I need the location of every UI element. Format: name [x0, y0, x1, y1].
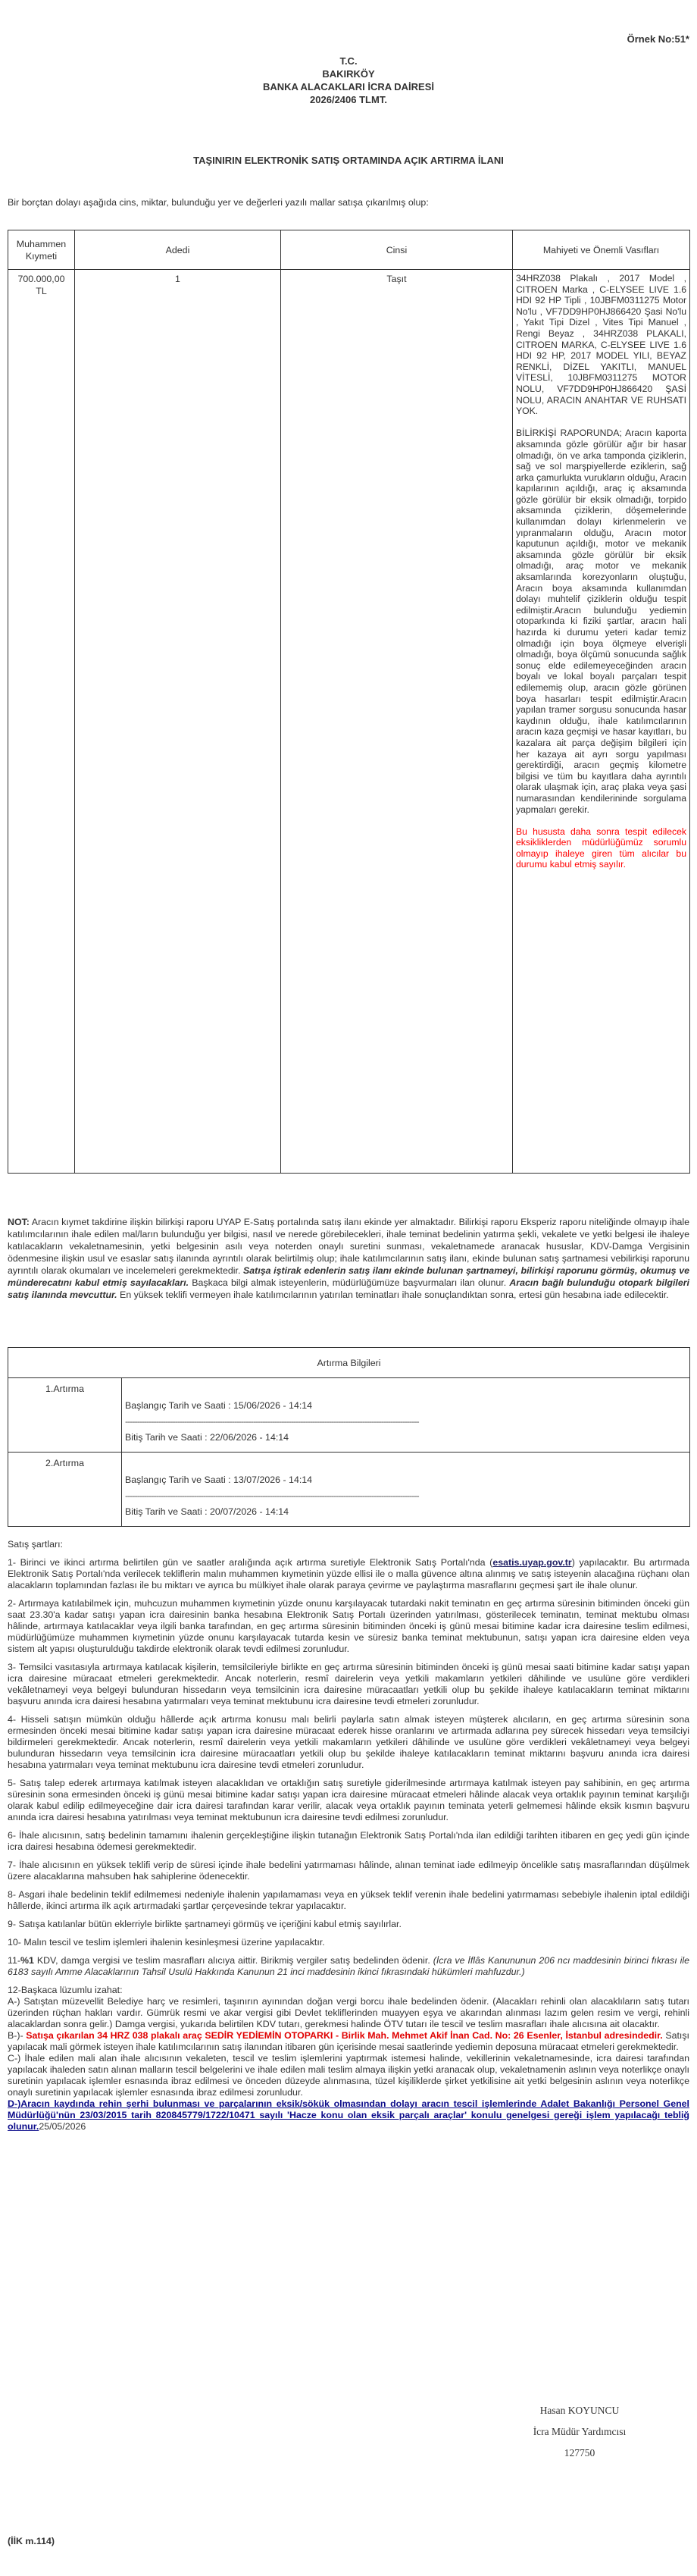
note-bold-2: Aracın bağlı bulunduğu otopark bilgileri satış ilanında mevcuttur.: [8, 1277, 689, 1300]
items-table: [8, 230, 690, 1174]
conditions-heading: Satış şartları:: [8, 1539, 63, 1550]
office-header: [0, 55, 697, 106]
condition-5: 5- Satış talep ederek artırmaya katılmak isteyen alacaklıdan ve ortaklığın satış suretiyle giderilmesinde artırmaya katılmak isteyen pay sahibinin, en geç artırma süresinin sona ermesinden önceki iş günü mesai bitimine kadar satışı yapan icra dairesine müracaat etmeleri hâlinde alacak veya ortaklık payının teminat karşılığı olarak kabul edilip edilmeyeceğine dair icra dairesi tarafından karar verilir, alacak veya ortaklık payının teminata yeterli gelmemesi hâlinde eksik kısmın başvuru anında icra dairesi hesabına yatırılması veya teminat mektubunun icra dairesine tevdi edilmesi zorunludur.: [8, 1778, 689, 1822]
header-city: BAKIRKÖY: [322, 68, 375, 80]
condition-2: 2- Artırmaya katılabilmek için, muhcuzun muhammen kıymetinin yüzde onunu karşılayacak tutardaki nakit teminatın en geç artırma süresinin bitiminden önceki gün saat 23.30'a kadar satışı yapan icra dairesinin banka hesabına Elektronik Satış Portalı üzerinden yatırılması, gösterilecek teminatın, teminat mektubu olması hâlinde, artırmaya katılacaklar veya ilgili banka tarafından, en geç artırma süresinin bitiminden önceki iş günü mesai bitimine kadar icra dairesine teslim edilmesi, müdürlüğümüze muhammen kıymetinin yüzde onunu karşılayacak tutarda kesin ve süresiz banka teminat mektubunun, satışı yapan icra dairesine elden veya sistem alt yapısı oluşturulduğu takdirde elektronik olarak tevdi edilmesi zorunludur.: [8, 1598, 689, 1654]
auction-info-header: Artırma Bilgileri: [8, 1348, 690, 1378]
condition-4: 4- Hisseli satışın mümkün olduğu hâllerde açık artırma konusu malı belirli paylarla satın almak isteyen müşterek alıcıların, en geç artırma süresinin sona ermesinden önceki mesai bitimine kadar satışı yapan icra dairesine müracaat ederek hisse oranlarını ve artırmada adlarına pey sürecek hissedarı veya temsilciyi bildirmeleri gerekmektedir. Ancak noterlerin, resmî dairelerin veya yetkili makamların yetkileri dâhilinde ve usulüne göre verdikleri vekâletnameyi veya belgeyi bulunduran hissedarın veya temsilcinin icra dairesine müracaatları yetkili olup bu şekilde ihaleye katılacakların teminat miktarını başvuru anında icra dairesi hesabına yatırmaları veya teminat mektubunu icra dairesine tevdi etmeleri zorunludur.: [8, 1714, 689, 1770]
condition-11-text: KDV, damga vergisi ve teslim masrafları alıcıya aittir. Birikmiş vergiler satış bedelinden ödenir.: [33, 1955, 433, 1966]
note-bold-1: Satışa iştirak edenlerin satış ilanı ekinde bulunan şartnameyi, bilirkişi raporunu görmüş, okumuş ve münderecatını kabul etmiş sayılacakları.: [8, 1265, 689, 1288]
header-tc: T.C.: [339, 55, 358, 67]
header-file-number: 2026/2406 TLMT.: [310, 94, 387, 105]
condition-11: [8, 1955, 689, 1978]
item-count: 1: [75, 270, 281, 1174]
header-type: Cinsi: [281, 230, 513, 270]
auction-dates: [122, 1378, 690, 1453]
parking-address: Satışa çıkarılan 34 HRZ 038 plakalı araç SEDİR YEDİEMİN OTOPARKI - Birlik Mah. Mehmet Akif İnan Cad. No: 26 Esenler, İstanbul adresindedir.: [26, 2030, 663, 2041]
note-text-2: Başkaca bilgi almak isteyenlerin, müdürlüğümüze başvurmaları ilan olunur.: [189, 1277, 510, 1288]
officer-number: 127750: [564, 2447, 595, 2458]
condition-3: 3- Temsilci vasıtasıyla artırmaya katılacak kişilerin, temsilcileriyle birlikte en geç artırma süresinin bitiminden önceki iş günü mesai saati bitimine kadar satışı yapan icra dairesine müracaat etmeleri gerekmektedir. Ancak noterlerin, resmî dairelerin veya yetkili makamların yetkileri dâhilinde ve usulüne göre verdikleri vekâletnameyi veya belgeyi bulunduran hissedarın veya temsilcinin icra dairesine müracaatları yetkili olup bu şekilde ihaleye katılacakların teminat miktarını başvuru anında icra dairesi hesabına yatırmaları veya teminat mektubunu icra dairesine tevdi etmeleri zorunludur.: [8, 1662, 689, 1706]
circular-notice: D-)Aracın kaydında rehin şerhi bulunması ve parçalarının eksik/sökük olmasından dolayı aracın tescil işlemlerinde Adalet Bakanlığı Personel Genel Müdürlüğü'nün 23/03/2015 tarih 820845779/1722/10471 sayılı 'Hacze konu olan eksik parçalı araçlar' konulu genelgesi gereği işlem yapılacağı tebliğ olunur.: [8, 2098, 689, 2132]
condition-b: [8, 2030, 689, 2053]
form-number: Örnek No:51*: [627, 33, 689, 45]
auction-end: Bitiş Tarih ve Saati : 22/06/2026 - 14:14: [125, 1431, 289, 1443]
auction-dates: [122, 1453, 690, 1527]
condition-12: 12-Başkaca lüzumlu izahat:: [8, 1985, 123, 1995]
condition-b-text: Satışı yapılacak mali görmek isteyen ihale katılımcılarının satış ilanından itibaren gün içerisinde mesai saatlerinde yediemin deposuna müracaat etmeleri gerekmektedir.: [8, 2030, 689, 2052]
auction-info-table: [8, 1347, 690, 1527]
note-text-3: En yüksek teklifi vermeyen ihale katılımcılarının yatırılan teminatları ihale sonuçlandıktan sonra, ertesi gün hesabına iade edilecektir.: [117, 1290, 669, 1300]
condition-c: C-) İhale edilen mali alan ihale alıcısının vekaleten, tescil ve teslim işlemlerini yaptırmak istemesi halinde, vekillerinin vekaletnamesinde, icra dairesi tarafından yapılacak ihaleden satın alınan malların tescil belgelerini ve ihale edilen mali teslim almaya ilişkin yetki aranacak olup, vekaletnamenin aslının veya noterlikçe onaylı suretinin yapılacak işlemler esnasında ibraz edilmesi ve önceden düzeyde alınmasına, tüzel kişiliklerde şirket yetkilisine ait yetki belgesinin aslının veya noterlikçe onaylı suretinin yapılacak işlemler esnasında ibraz edilmesi zorunludur.: [8, 2053, 689, 2098]
signature-block: [523, 2400, 636, 2464]
notice-date: 25/05/2026: [39, 2121, 86, 2132]
condition-8: 8- Asgari ihale bedelinin teklif edilmemesi nedeniyle ihalenin yapılamaması veya en yüksek teklif verenin ihale bedelini yatırmaması sebebiyle ihalenin iptal edildiği hâllerde, ikinci artırma ilk açık artırmadaki şartlar çerçevesinde tekrar yapılacaktır.: [8, 1889, 689, 1911]
condition-1: [8, 1557, 689, 1591]
intro-text: Bir borçtan dolayı aşağıda cins, miktar, bulunduğu yer ve değerleri yazılı mallar satışa çıkarılmış olup:: [8, 197, 429, 208]
condition-6: 6- İhale alıcısının, satış bedelinin tamamını ihalenin gerçekleştiğine ilişkin tutanağın Elektronik Satış Portalı'nda ilan edildiği tarihten itibaren en geç yedi gün içinde icra dairesi hesabına ödemesi gerekmektedir.: [8, 1830, 689, 1852]
table-row: [8, 1378, 690, 1453]
expert-report: BİLİRKİŞİ RAPORUNDA; Aracın kaporta aksamında gözle görülür ağır bir hasar olmadığı, ön ve arka tamponda çiziklerin, sağ ve sol marşpiyellerde eziklerin, sağ arka çamurlukta vurukların olduğu, Aracın kapılarının açıldığı, araç iç aksamında gözle görülür bir eksik olmadığı, torpido aksamında çiziklerin, döşemelerinde kullanımdan dolayı kirlenmelerin ve yıpranmaların olduğu, Aracın motor kaputunun açıldığı, motor ve mekanik aksamında gözle görülür bir eksik olmadığı, araç motor ve mekanik aksamlarında korezyonların oluştuğu, Aracın boya aksamında kullanımdan dolayı muhtelif çiziklerin olduğu tespit edilmiştir.Aracın bulunduğu yediemin otoparkında ki fiziki şartlar, aracın hali hazırda ki durumu yeteri kadar temiz olmadığı için boya ölçmeye elverişli olmadığı, boya ölçümü sonucunda sağlık sonuç elde edilemeyeceğinden aracın boyalı ve lokal boyalı parçaları tespit edilememiş olup, aracın gözle görünen boya hasarları tespit edilmiştir.Aracın yapılan tramer sorgusu sonucunda hasar kaydının olduğu, ihale katılımcılarının aracın kaza geçmişi ve hasar kayıtları, bu kazalara ait parça değişim bilgileri için her kazaya ait ayrı sorgu yapılması gerektirdiği, aracın geçmiş kilometre bilgisi ve tüm bu kayıtlara daha ayrıntılı olarak ulaşmak için, araç plaka veya şasi numarasından kendilerininde sorgulama yapmaları gerekir.: [516, 428, 686, 815]
legal-reference: (İİK m.114): [8, 2536, 55, 2546]
condition-9: 9- Satışa katılanlar bütün eklerriyle birlikte şartnameyi görmüş ve içeriğini kabul etmiş sayılırlar.: [8, 1919, 402, 1929]
condition-b-prefix: B-)-: [8, 2030, 27, 2041]
condition-1-text-a: 1- Birinci ve ikinci artırma belirtilen gün ve saatler aralığında açık artırma suretiyle Elektronik Satış Portalı'nda (: [8, 1557, 493, 1568]
items-header-row: [8, 230, 690, 270]
header-count: Adedi: [75, 230, 281, 270]
auction-end: Bitiş Tarih ve Saati : 20/07/2026 - 14:14: [125, 1506, 289, 1517]
condition-1-text-b: ) yapılacaktır. Bu artırmada Elektronik Satış Portalı'nda verilecek tekliflerin malın muhammen kıymetinin yüzde ellisi ile o malla güvence altına alınmış ve satış isteyenin alacağına rüçhanı olan alacakların toplamından fazlası ile bu miktarı ve ayrıca bu mülkiyet ihale olarak paraya çevirme ve paylaştırma masraflarını geçmesi şart ile ihale olunur.: [8, 1557, 690, 1590]
note-paragraph: [8, 1216, 689, 1301]
table-row: [8, 1453, 690, 1527]
auction-start: Başlangıç Tarih ve Saati : 15/06/2026 - 14:14: [125, 1399, 313, 1411]
divider: ----------------------------------------------------------------------------------------------------------------------------: [125, 1490, 419, 1501]
condition-7: 7- İhale alıcısının en yüksek teklifi verip de süresi içinde ihale bedelini yatırmaması hâlinde, alınan teminat iade edilmeyip öncelikle satış masraflarından düşülmek üzere alacaklarına mahsuben hak sahiplerine ödenecektir.: [8, 1860, 689, 1882]
page-title: TAŞINIRIN ELEKTRONİK SATIŞ ORTAMINDA AÇIK ARTIRMA İLANI: [193, 155, 504, 166]
header-description: Mahiyeti ve Önemli Vasıfları: [513, 230, 690, 270]
vat-rate: %1: [20, 1955, 34, 1966]
divider: ----------------------------------------------------------------------------------------------------------------------------: [125, 1415, 419, 1427]
note-label: NOT:: [8, 1217, 30, 1227]
sale-conditions: [8, 1539, 689, 2139]
auction-label: 2.Artırma: [8, 1453, 122, 1527]
condition-11-italic: (İcra ve İflâs Kanununun 206 ncı maddesinin birinci fıkrası ile 6183 sayılı Amme Alacaklarının Tahsil Usulü Hakkında Kanunun 21 inci maddesinin ikinci fıkrasındaki hükümleri mahfuzdur.): [8, 1955, 689, 1977]
header-office: BANKA ALACAKLARI İCRA DAİRESİ: [262, 81, 435, 92]
esatis-link[interactable]: esatis.uyap.gov.tr: [492, 1557, 572, 1568]
liability-warning: Bu hususta daha sonra tespit edilecek eksikliklerden müdürlüğümüz sorumlu olmayıp ihaleye giren tüm alıcılar bu durumu kabul etmiş sayılır.: [516, 826, 686, 870]
condition-d: [8, 2098, 689, 2133]
officer-name: Hasan KOYUNCU: [539, 2405, 620, 2416]
auction-start: Başlangıç Tarih ve Saati : 13/07/2026 - 14:14: [125, 1474, 313, 1485]
table-row: [8, 270, 690, 1174]
item-value: 700.000,00 TL: [8, 270, 75, 1174]
item-type: Taşıt: [281, 270, 513, 1174]
note-text-1: Aracın kıymet takdirine ilişkin bilirkişi raporu UYAP E-Satış portalında satış ilanı ekinde yer almaktadır. Bilirkişi raporu Eksperiz raporu niteliğinde olmayıp ihale katılımcılarının ihale edilen mal/ların bulunduğu yer bilgisi, nasıl ve nerede görebilecekleri, ihale teminat bedelinin yatırma şekli, vekalete ve yetki belgesi ile ihaleye katılacakların vekaletnamesinin, yetki belgesinin asılı veya noterden onaylı suretini sunması, vekaletnamede aranacak hususlar, KDV-Damga Vergisinin ödenmesine ilişkin usul ve esaslar satış ilanında ayrıntılı olarak belirtilmiş olup; ihale katılımcılarının satış ilanı, ekinde bulunan satış şartnamesi vebilirkişi raporunu ayrıntılı olarak okumaları ve incelemeleri gerekmektedir.: [8, 1217, 689, 1276]
condition-11-num: 11-: [8, 1955, 20, 1966]
vehicle-details: 34HRZ038 Plakalı , 2017 Model , CITROEN Marka , C-ELYSEE LIVE 1.6 HDI 92 HP Tipli , 10JBFM0311275 Motor No'lu , VF7DD9HP0HJ866420 Şasi No'lu , Yakıt Tipi Dizel , Vites Tipi Manuel , Rengi Beyaz , 34HRZ038 PLAKALI, CITROEN MARKA, C-ELYSEE LIVE 1.6 HDI 92 HP, 2017 MODEL YILI, BEYAZ RENKLİ, DİZEL YAKITLI, MANUEL VİTESLİ, 10JBFM0311275 MOTOR NOLU, VF7DD9HP0HJ866420 ŞASİ NOLU, ARACIN ANAHTAR VE RUHSATI YOK.: [516, 273, 686, 417]
item-description: [513, 270, 690, 1174]
officer-role: İcra Müdür Yardımcısı: [533, 2426, 627, 2437]
header-value: Muhammen Kıymeti: [8, 230, 75, 270]
condition-a: A-) Satıştan müzevellit Belediye harç ve resimleri, taşınırın ayınından doğan vergi borcu ihale bedelinden ödenir. (Alacakları rehinli olan alacaklıların satış tutarı üzerinden rüçhan hakları vardır. Gümrük resmi ve akar vergisi gibi Devlet tekliflerinden muayyen eşya ve akarından alınması lazım gelen resim ve vergi, rehinli alacaklardan sonra gelir.) Damga vergisi, yukarıda belirtilen KDV tutarı, gerekmesi halinde ÖTV tutarı ile tescil ve teslim masrafları ihale alıcısına ait olacaktır.: [8, 1996, 689, 2029]
auction-label: 1.Artırma: [8, 1378, 122, 1453]
condition-10: 10- Malın tescil ve teslim işlemleri ihalenin kesinleşmesi üzerine yapılacaktır.: [8, 1937, 325, 1948]
